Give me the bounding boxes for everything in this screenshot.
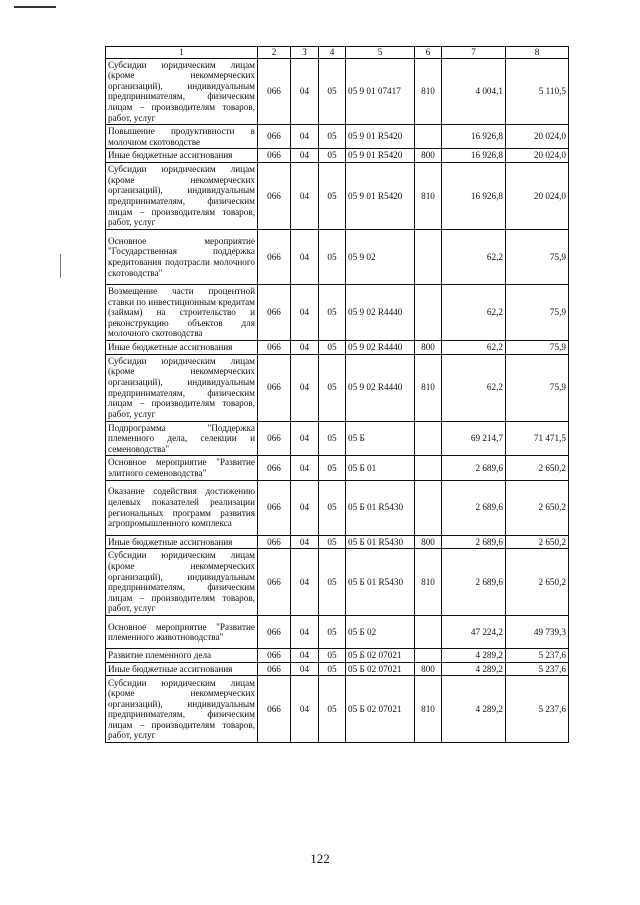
section-code: 04 — [291, 58, 319, 125]
column-header: 3 — [291, 47, 319, 59]
subsection-code: 05 — [319, 662, 346, 676]
table-row — [106, 125, 569, 149]
amount-year-1: 69 214,7 — [442, 421, 506, 456]
amount-year-1: 47 224,2 — [442, 616, 506, 649]
table-row — [106, 662, 569, 676]
table-row — [106, 340, 569, 354]
table-row — [106, 421, 569, 456]
chapter-code: 066 — [258, 125, 291, 149]
amount-year-1: 62,2 — [442, 284, 506, 340]
section-code: 04 — [291, 421, 319, 456]
table-row — [106, 535, 569, 549]
expense-type-code — [415, 616, 442, 649]
table-row — [106, 284, 569, 340]
amount-year-1: 4 004,1 — [442, 58, 506, 125]
target-article-code: 05 Б — [346, 421, 415, 456]
subsection-code: 05 — [319, 535, 346, 549]
expense-type-code — [415, 284, 442, 340]
row-name: Иные бюджетные ассигнования — [106, 340, 258, 354]
amount-year-1: 16 926,8 — [442, 149, 506, 163]
subsection-code: 05 — [319, 162, 346, 229]
amount-year-2: 5 237,6 — [506, 662, 569, 676]
top-rule — [14, 6, 56, 8]
expense-type-code: 800 — [415, 340, 442, 354]
expense-type-code — [415, 229, 442, 284]
subsection-code: 05 — [319, 676, 346, 743]
chapter-code: 066 — [258, 284, 291, 340]
chapter-code: 066 — [258, 676, 291, 743]
subsection-code: 05 — [319, 649, 346, 663]
amount-year-2: 20 024,0 — [506, 149, 569, 163]
chapter-code: 066 — [258, 58, 291, 125]
chapter-code: 066 — [258, 421, 291, 456]
section-code: 04 — [291, 676, 319, 743]
column-header: 6 — [415, 47, 442, 59]
section-code: 04 — [291, 340, 319, 354]
column-header: 5 — [346, 47, 415, 59]
row-name: Субсидии юридическим лицам (кроме некоммерческих организаций), индивидуальным предпринимателям, физическим лицам – производителям товаров, работ, услуг — [106, 354, 258, 421]
chapter-code: 066 — [258, 456, 291, 480]
amount-year-2: 75,9 — [506, 354, 569, 421]
chapter-code: 066 — [258, 480, 291, 535]
chapter-code: 066 — [258, 354, 291, 421]
row-name: Субсидии юридическим лицам (кроме некоммерческих организаций), индивидуальным предпринимателям, физическим лицам – производителям товаров, работ, услуг — [106, 58, 258, 125]
row-name: Иные бюджетные ассигнования — [106, 149, 258, 163]
row-name: Субсидии юридическим лицам (кроме некоммерческих организаций), индивидуальным предпринимателям, физическим лицам – производителям товаров, работ, услуг — [106, 676, 258, 743]
amount-year-1: 2 689,6 — [442, 456, 506, 480]
row-name: Развитие племенного дела — [106, 649, 258, 663]
target-article-code: 05 Б 02 — [346, 616, 415, 649]
amount-year-1: 16 926,8 — [442, 125, 506, 149]
table-row — [106, 649, 569, 663]
expense-type-code: 810 — [415, 58, 442, 125]
target-article-code: 05 Б 01 R5430 — [346, 549, 415, 616]
amount-year-2: 75,9 — [506, 340, 569, 354]
table-body — [106, 58, 569, 743]
chapter-code: 066 — [258, 616, 291, 649]
target-article-code: 05 Б 01 — [346, 456, 415, 480]
expense-type-code — [415, 125, 442, 149]
row-name: Основное мероприятие "Развитие элитного семеноводства" — [106, 456, 258, 480]
table-row — [106, 149, 569, 163]
subsection-code: 05 — [319, 549, 346, 616]
row-name: Основное мероприятие "Государственная поддержка кредитования подотрасли молочного скотоводства" — [106, 229, 258, 284]
chapter-code: 066 — [258, 662, 291, 676]
chapter-code: 066 — [258, 229, 291, 284]
target-article-code: 05 Б 02 07021 — [346, 649, 415, 663]
row-name: Основное мероприятие "Развитие племенного животноводства" — [106, 616, 258, 649]
target-article-code: 05 9 02 — [346, 229, 415, 284]
amount-year-2: 20 024,0 — [506, 125, 569, 149]
table-row — [106, 480, 569, 535]
chapter-code: 066 — [258, 549, 291, 616]
expense-type-code — [415, 421, 442, 456]
column-header: 7 — [442, 47, 506, 59]
table-row — [106, 456, 569, 480]
subsection-code: 05 — [319, 456, 346, 480]
target-article-code: 05 Б 02 07021 — [346, 662, 415, 676]
expense-type-code — [415, 456, 442, 480]
amount-year-2: 75,9 — [506, 229, 569, 284]
page-number: 122 — [310, 851, 330, 866]
expense-type-code: 800 — [415, 662, 442, 676]
amount-year-2: 2 650,2 — [506, 480, 569, 535]
amount-year-1: 2 689,6 — [442, 480, 506, 535]
table-row — [106, 676, 569, 743]
column-header: 8 — [506, 47, 569, 59]
amount-year-2: 2 650,2 — [506, 535, 569, 549]
amount-year-2: 2 650,2 — [506, 549, 569, 616]
section-code: 04 — [291, 125, 319, 149]
target-article-code: 05 9 02 R4440 — [346, 354, 415, 421]
subsection-code: 05 — [319, 229, 346, 284]
target-article-code: 05 Б 02 07021 — [346, 676, 415, 743]
expense-type-code: 810 — [415, 354, 442, 421]
amount-year-2: 2 650,2 — [506, 456, 569, 480]
chapter-code: 066 — [258, 535, 291, 549]
section-code: 04 — [291, 149, 319, 163]
chapter-code: 066 — [258, 149, 291, 163]
subsection-code: 05 — [319, 149, 346, 163]
section-code: 04 — [291, 162, 319, 229]
row-name: Оказание содействия достижению целевых показателей реализации региональных программ развития агропромышленного комплекса — [106, 480, 258, 535]
section-code: 04 — [291, 649, 319, 663]
expense-type-code: 800 — [415, 149, 442, 163]
target-article-code: 05 9 01 R5420 — [346, 149, 415, 163]
row-name: Иные бюджетные ассигнования — [106, 535, 258, 549]
subsection-code: 05 — [319, 480, 346, 535]
section-code: 04 — [291, 354, 319, 421]
subsection-code: 05 — [319, 421, 346, 456]
row-name: Субсидии юридическим лицам (кроме некоммерческих организаций), индивидуальным предпринимателям, физическим лицам – производителям товаров, работ, услуг — [106, 162, 258, 229]
chapter-code: 066 — [258, 162, 291, 229]
column-header: 1 — [106, 47, 258, 59]
budget-table — [105, 46, 569, 743]
row-name: Иные бюджетные ассигнования — [106, 662, 258, 676]
section-code: 04 — [291, 480, 319, 535]
amount-year-1: 62,2 — [442, 340, 506, 354]
subsection-code: 05 — [319, 354, 346, 421]
amount-year-2: 75,9 — [506, 284, 569, 340]
amount-year-1: 62,2 — [442, 354, 506, 421]
subsection-code: 05 — [319, 58, 346, 125]
section-code: 04 — [291, 284, 319, 340]
section-code: 04 — [291, 662, 319, 676]
amount-year-1: 16 926,8 — [442, 162, 506, 229]
expense-type-code — [415, 649, 442, 663]
table-row — [106, 616, 569, 649]
row-name: Повышение продуктивности в молочном скотоводстве — [106, 125, 258, 149]
section-code: 04 — [291, 456, 319, 480]
amount-year-1: 4 289,2 — [442, 649, 506, 663]
subsection-code: 05 — [319, 340, 346, 354]
chapter-code: 066 — [258, 340, 291, 354]
target-article-code: 05 Б 01 R5430 — [346, 480, 415, 535]
table-row — [106, 162, 569, 229]
amount-year-1: 4 289,2 — [442, 676, 506, 743]
expense-type-code: 810 — [415, 676, 442, 743]
subsection-code: 05 — [319, 284, 346, 340]
amount-year-2: 49 739,3 — [506, 616, 569, 649]
target-article-code: 05 Б 01 R5430 — [346, 535, 415, 549]
amount-year-2: 5 237,6 — [506, 676, 569, 743]
expense-type-code — [415, 480, 442, 535]
section-code: 04 — [291, 616, 319, 649]
target-article-code: 05 9 02 R4440 — [346, 340, 415, 354]
subsection-code: 05 — [319, 616, 346, 649]
section-code: 04 — [291, 549, 319, 616]
target-article-code: 05 9 02 R4440 — [346, 284, 415, 340]
row-name: Подпрограмма "Поддержка племенного дела, селекции и семеноводства" — [106, 421, 258, 456]
section-code: 04 — [291, 229, 319, 284]
table-row — [106, 354, 569, 421]
amount-year-1: 2 689,6 — [442, 549, 506, 616]
target-article-code: 05 9 01 R5420 — [346, 125, 415, 149]
chapter-code: 066 — [258, 649, 291, 663]
target-article-code: 05 9 01 R5420 — [346, 162, 415, 229]
row-name: Возмещение части процентной ставки по инвестиционным кредитам (займам) на строительство и реконструкцию объектов для молочного скотоводства — [106, 284, 258, 340]
expense-type-code: 810 — [415, 549, 442, 616]
column-header: 2 — [258, 47, 291, 59]
amount-year-2: 5 237,6 — [506, 649, 569, 663]
expense-type-code: 810 — [415, 162, 442, 229]
table-row — [106, 229, 569, 284]
amount-year-1: 62,2 — [442, 229, 506, 284]
amount-year-2: 71 471,5 — [506, 421, 569, 456]
subsection-code: 05 — [319, 125, 346, 149]
amount-year-2: 5 110,5 — [506, 58, 569, 125]
amount-year-1: 4 289,2 — [442, 662, 506, 676]
expense-type-code: 800 — [415, 535, 442, 549]
row-name: Субсидии юридическим лицам (кроме некоммерческих организаций), индивидуальным предпринимателям, физическим лицам – производителям товаров, работ, услуг — [106, 549, 258, 616]
column-header: 4 — [319, 47, 346, 59]
table-row — [106, 549, 569, 616]
target-article-code: 05 9 01 07417 — [346, 58, 415, 125]
section-code: 04 — [291, 535, 319, 549]
amount-year-2: 20 024,0 — [506, 162, 569, 229]
margin-mark — [60, 254, 61, 278]
table-row — [106, 58, 569, 125]
header-row — [106, 47, 569, 59]
amount-year-1: 2 689,6 — [442, 535, 506, 549]
